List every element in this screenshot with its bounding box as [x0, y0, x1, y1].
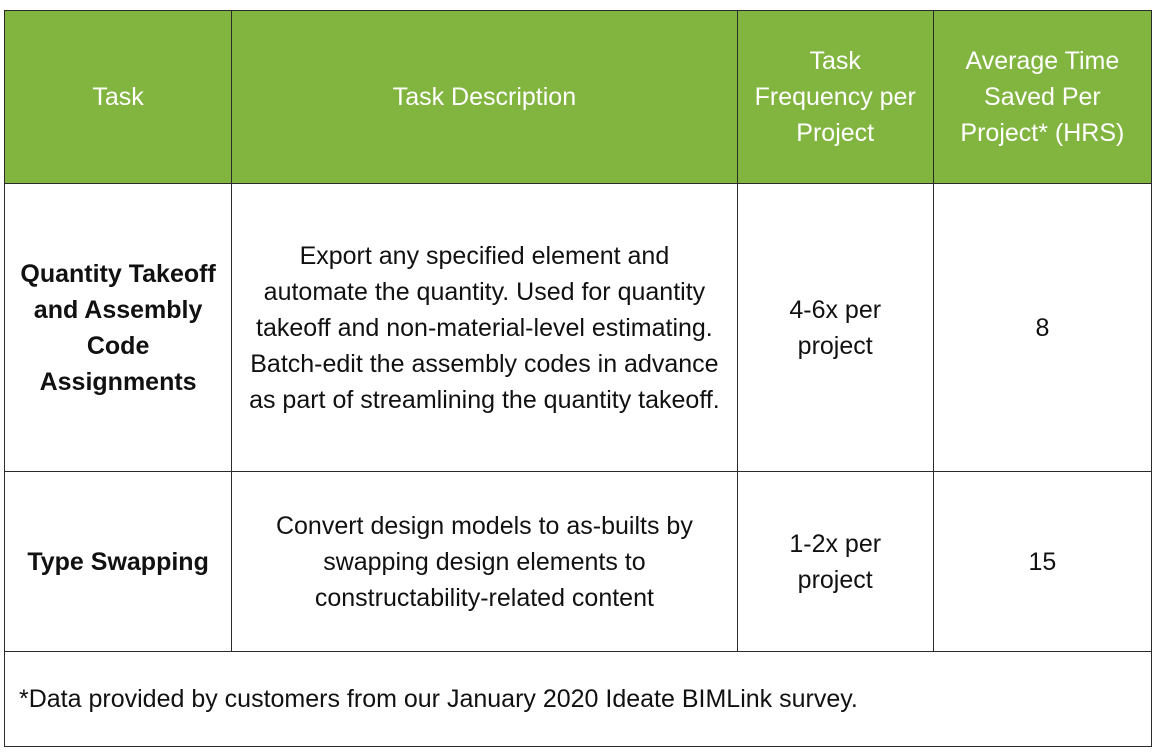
- footnote: *Data provided by customers from our January 2020 Ideate BIMLink survey.: [5, 652, 1152, 747]
- time-saved-cell: 15: [933, 472, 1151, 652]
- table-body: [5, 184, 1152, 747]
- time-saved-cell: 8: [933, 184, 1151, 472]
- table-row: [5, 184, 1152, 472]
- header-task-frequency: Task Frequency per Project: [737, 11, 933, 184]
- header-average-time-saved: Average Time Saved Per Project* (HRS): [933, 11, 1151, 184]
- task-name-cell: Type Swapping: [5, 472, 232, 652]
- table-header: [5, 11, 1152, 184]
- task-description-cell: Convert design models to as-builts by swapping design elements to constructability-related content: [232, 472, 737, 652]
- task-time-savings-table: [4, 10, 1152, 747]
- header-task-description: Task Description: [232, 11, 737, 184]
- footnote-row: [5, 652, 1152, 747]
- task-frequency-cell: 4-6x per project: [737, 184, 933, 472]
- table-row: [5, 472, 1152, 652]
- task-table-container: [4, 10, 1152, 747]
- header-row: [5, 11, 1152, 184]
- task-name-cell: Quantity Takeoff and Assembly Code Assignments: [5, 184, 232, 472]
- task-frequency-cell: 1-2x per project: [737, 472, 933, 652]
- task-description-cell: Export any specified element and automate the quantity. Used for quantity takeoff and non-material-level estimating. Batch-edit the assembly codes in advance as part of streamlining the quantity takeoff.: [232, 184, 737, 472]
- header-task: Task: [5, 11, 232, 184]
